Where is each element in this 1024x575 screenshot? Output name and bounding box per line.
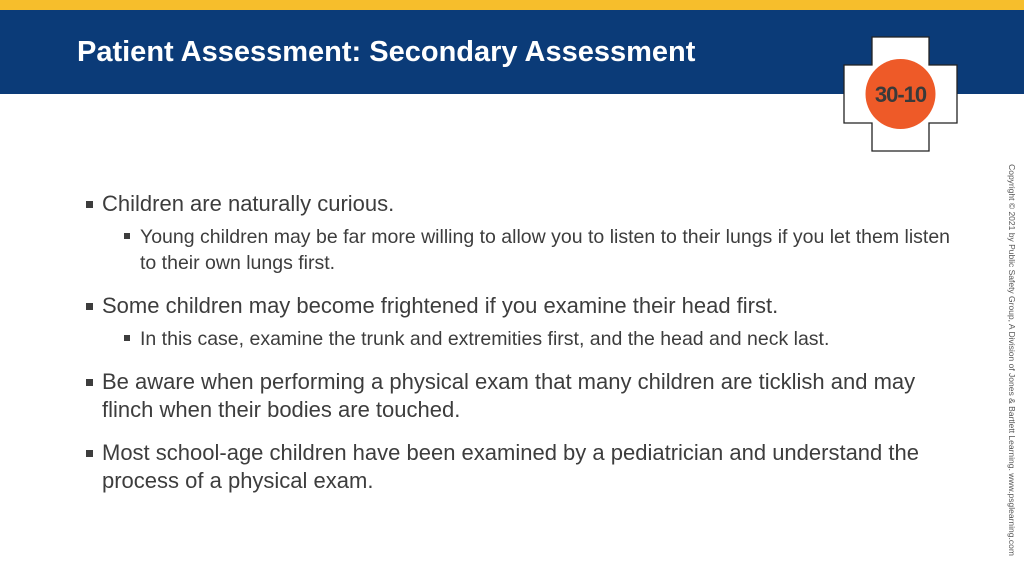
bullet-text: Children are naturally curious.	[102, 191, 395, 216]
star-of-life-badge	[843, 36, 958, 152]
bullet-square-icon	[86, 450, 93, 457]
bullet-item	[84, 292, 964, 320]
bullet-text: Some children may become frightened if you examine their head first.	[102, 293, 779, 318]
bullet-square-icon	[86, 201, 93, 208]
sub-bullet-text: In this case, examine the trunk and extremities first, and the head and neck last.	[140, 328, 830, 350]
bullet-item	[84, 439, 964, 495]
sub-bullet-square-icon	[124, 233, 130, 239]
bullet-list	[84, 190, 964, 495]
bullet-text: Most school-age children have been examined by a pediatrician and understand the process of a physical exam.	[102, 440, 919, 493]
bullet-square-icon	[86, 303, 93, 310]
copyright-text: Copyright © 2021 by Public Safety Group, A Division of Jones & Bartlett Learning. www.psglearning.com	[1007, 164, 1017, 556]
bullet-item	[84, 190, 964, 218]
bullet-text: Be aware when performing a physical exam that many children are ticklish and may flinch when their bodies are touched.	[102, 369, 916, 422]
sub-bullet-text: Young children may be far more willing to allow you to listen to their lungs if you let them listen to their own lungs first.	[140, 226, 951, 274]
sub-bullet-item	[122, 326, 964, 352]
slide-number: 30-10	[874, 82, 927, 107]
slide-title: Patient Assessment: Secondary Assessment	[77, 36, 696, 68]
bullet-item	[84, 368, 964, 424]
sub-bullet-square-icon	[124, 335, 130, 341]
top-accent-stripe	[0, 0, 1024, 10]
sub-bullet-item	[122, 224, 964, 276]
bullet-square-icon	[86, 379, 93, 386]
